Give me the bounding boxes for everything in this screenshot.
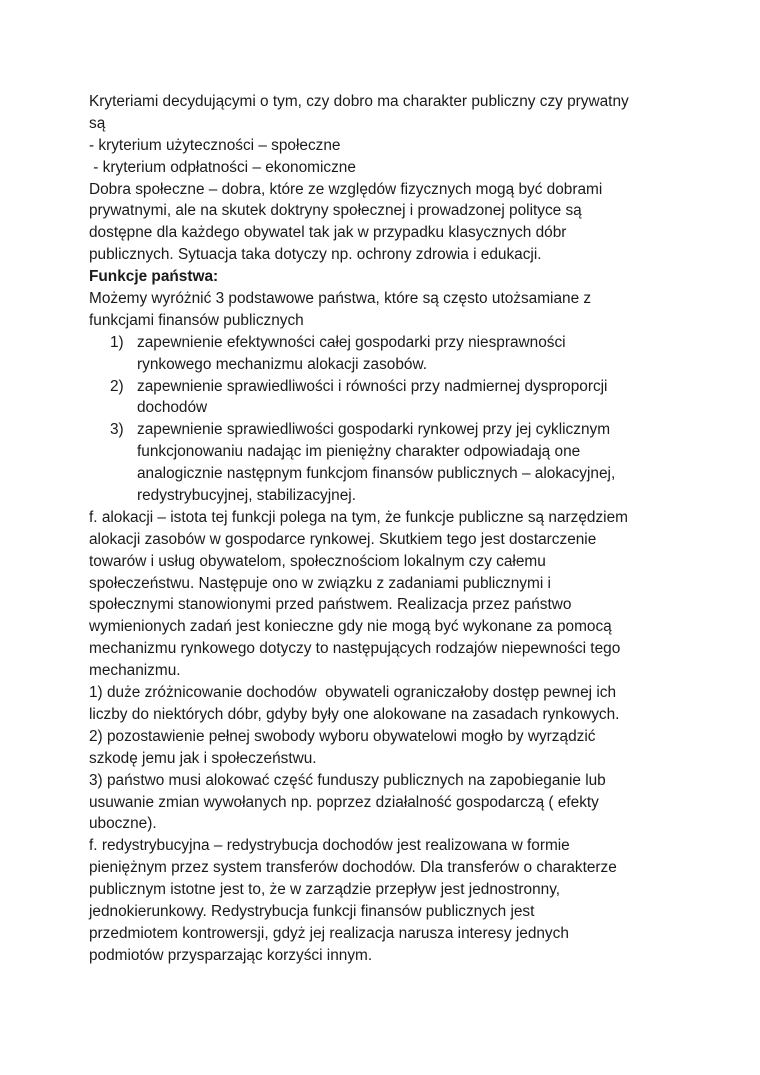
functions-intro-line: funkcjami finansów publicznych bbox=[89, 311, 304, 329]
alokacja-line: społecznymi stanowionymi przed państwem. Realizacja przez państwo bbox=[89, 596, 572, 614]
list-item-first-line bbox=[89, 332, 679, 354]
list-item bbox=[89, 376, 679, 420]
list-item bbox=[89, 419, 679, 507]
redystrybucja-line: jednokierunkowy. Redystrybucja funkcji finansów publicznych jest bbox=[89, 902, 535, 920]
alokacja-line: wymienionych zadań jest konieczne gdy nie mogą być wykonane za pomocą bbox=[89, 618, 612, 636]
redystrybucja-line: f. redystrybucyjna – redystrybucja dochodów jest realizowana w formie bbox=[89, 837, 570, 855]
list-item-text: funkcjonowaniu nadając im pieniężny charakter odpowiadają one bbox=[137, 443, 581, 461]
alokacja-paragraph bbox=[89, 507, 679, 835]
redystrybucja-paragraph bbox=[89, 835, 679, 966]
list-item bbox=[89, 332, 679, 376]
list-item-text: rynkowego mechanizmu alokacji zasobów. bbox=[137, 355, 428, 373]
section-heading: Funkcje państwa: bbox=[89, 268, 219, 286]
list-item-number: 3) bbox=[110, 421, 124, 439]
intro-line: - kryterium odpłatności – ekonomiczne bbox=[89, 158, 356, 176]
alokacja-line: mechanizmu rynkowego dotyczy to następujących rodzajów niepewności tego bbox=[89, 640, 621, 658]
intro-line: Kryteriami decydującymi o tym, czy dobro ma charakter publiczny czy prywatny bbox=[89, 93, 629, 110]
list-item-text: dochodów bbox=[137, 399, 208, 417]
list-item-text: zapewnienie sprawiedliwości gospodarki rynkowej przy jej cyklicznym bbox=[137, 421, 611, 439]
intro-line: - kryterium użyteczności – społeczne bbox=[89, 136, 341, 154]
alokacja-line: towarów i usług obywatelom, społecznościom lokalnym czy całemu bbox=[89, 552, 546, 570]
list-item-text: analogicznie następnym funkcjom finansów publicznych – alokacyjnej, bbox=[137, 465, 616, 483]
dobra-spoleczne-line: prywatnymi, ale na skutek doktryny społecznej i prowadzonej polityce są bbox=[89, 202, 582, 220]
intro-line: są bbox=[89, 114, 106, 132]
alokacja-line: 2) pozostawienie pełnej swobody wyboru obywatelowi mogło by wyrządzić bbox=[89, 727, 596, 745]
redystrybucja-line: pieniężnym przez system transferów dochodów. Dla transferów o charakterze bbox=[89, 859, 617, 877]
list-item-text: redystrybucyjnej, stabilizacyjnej. bbox=[137, 487, 356, 505]
functions-intro-line: Możemy wyróżnić 3 podstawowe państwa, które są często utożsamiane z bbox=[89, 290, 592, 308]
dobra-spoleczne-line: dostępne dla każdego obywatel tak jak w przypadku klasycznych dóbr bbox=[89, 224, 567, 242]
list-item-first-line bbox=[89, 376, 679, 398]
alokacja-line: społeczeństwu. Następuje ono w związku z zadaniami publicznymi i bbox=[89, 574, 551, 592]
alokacja-line: 3) państwo musi alokować część funduszy publicznych na zapobieganie lub bbox=[89, 771, 606, 789]
alokacja-line: uboczne). bbox=[89, 815, 157, 833]
alokacja-line: usuwanie zmian wywołanych np. poprzez działalność gospodarczą ( efekty bbox=[89, 793, 599, 811]
redystrybucja-line: przedmiotem kontrowersji, gdyż jej realizacja narusza interesy jednych bbox=[89, 924, 569, 942]
alokacja-line: f. alokacji – istota tej funkcji polega na tym, że funkcje publiczne są narzędziem bbox=[89, 508, 628, 526]
redystrybucja-line: publicznym istotne jest to, że w zarządzie przepływ jest jednostronny, bbox=[89, 881, 561, 899]
alokacja-line: 1) duże zróżnicowanie dochodów obywateli ograniczałoby dostęp pewnej ich bbox=[89, 684, 617, 702]
list-item-first-line bbox=[89, 419, 679, 441]
dobra-spoleczne-line: publicznych. Sytuacja taka dotyczy np. ochrony zdrowia i edukacji. bbox=[89, 246, 542, 264]
alokacja-line: liczby do niektórych dóbr, gdyby były one alokowane na zasadach rynkowych. bbox=[89, 705, 620, 723]
alokacja-line: alokacji zasobów w gospodarce rynkowej. Skutkiem tego jest dostarczenie bbox=[89, 530, 597, 548]
redystrybucja-line: podmiotów przysparzając korzyści innym. bbox=[89, 946, 373, 964]
list-item-text: zapewnienie sprawiedliwości i równości przy nadmiernej dysproporcji bbox=[137, 377, 608, 395]
alokacja-line: szkodę jemu jak i społeczeństwu. bbox=[89, 749, 317, 767]
list-item-number: 1) bbox=[110, 333, 124, 351]
alokacja-line: mechanizmu. bbox=[89, 662, 181, 680]
dobra-spoleczne-line: Dobra społeczne – dobra, które ze względów fizycznych mogą być dobrami bbox=[89, 180, 603, 198]
list-item-number: 2) bbox=[110, 377, 124, 395]
document-body bbox=[89, 91, 679, 967]
list-item-text: zapewnienie efektywności całej gospodarki przy niesprawności bbox=[137, 333, 566, 351]
numbered-list bbox=[89, 332, 679, 507]
